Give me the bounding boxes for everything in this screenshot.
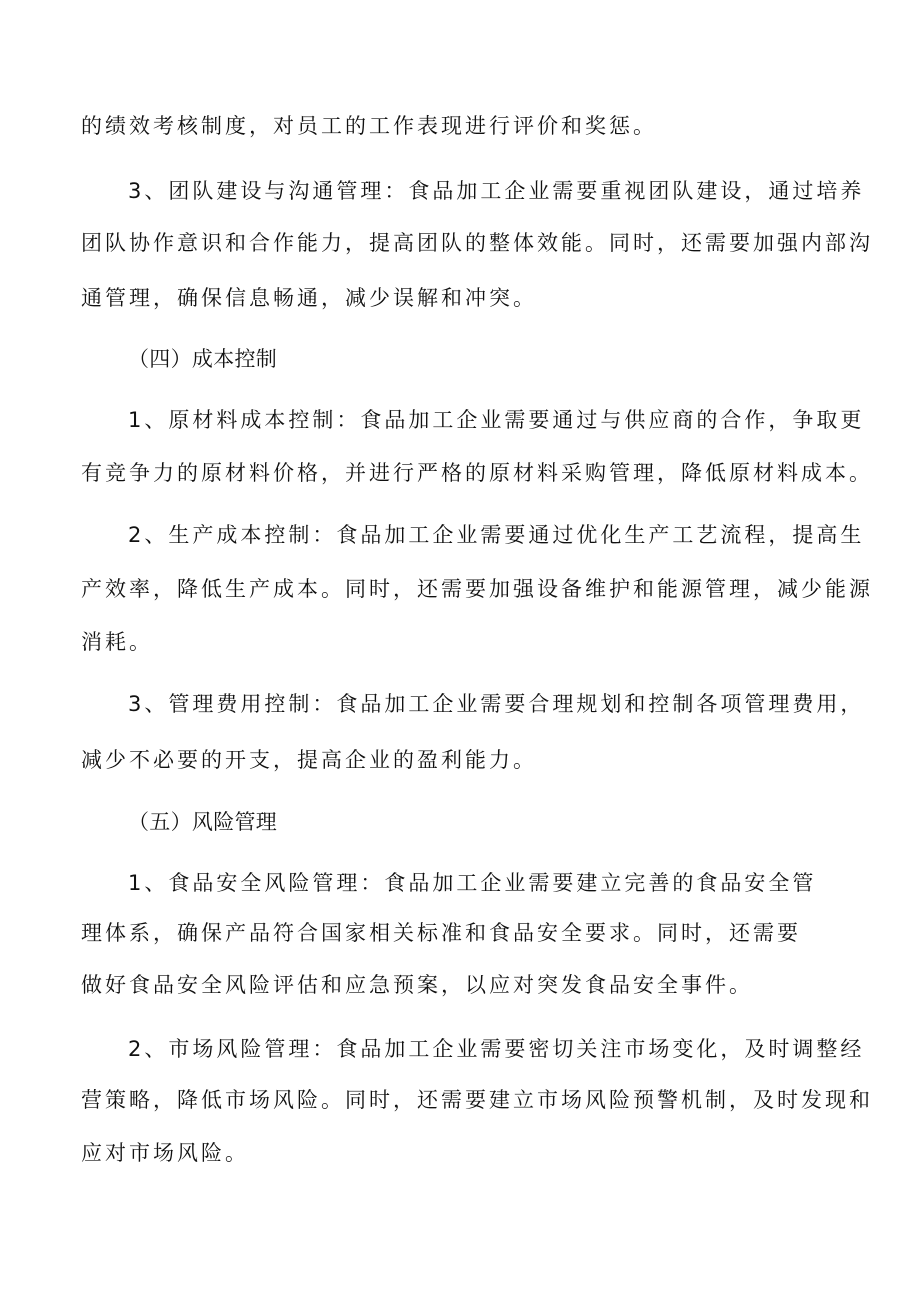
section-heading: （五）风险管理	[128, 810, 278, 834]
paragraph-line: 1、原材料成本控制：食品加工企业需要通过与供应商的合作，争取更	[128, 408, 865, 432]
paragraph-line: 通管理，确保信息畅通，减少误解和冲突。	[81, 286, 537, 310]
paragraph-line: 做好食品安全风险评估和应急预案，以应对突发食品安全事件。	[81, 973, 753, 997]
paragraph-line: 3、管理费用控制：食品加工企业需要合理规划和控制各项管理费用，	[128, 692, 865, 716]
paragraph-line: 3、团队建设与沟通管理：食品加工企业需要重视团队建设，通过培养	[128, 179, 865, 203]
paragraph-line: 消耗。	[81, 630, 153, 654]
paragraph-line: 2、生产成本控制：食品加工企业需要通过优化生产工艺流程，提高生	[128, 523, 865, 547]
paragraph-line: 应对市场风险。	[81, 1141, 249, 1165]
paragraph-line: 2、市场风险管理：食品加工企业需要密切关注市场变化，及时调整经	[128, 1037, 865, 1061]
paragraph-line: 团队协作意识和合作能力，提高团队的整体效能。同时，还需要加强内部沟	[81, 231, 873, 255]
paragraph-line: 产效率，降低生产成本。同时，还需要加强设备维护和能源管理，减少能源	[81, 577, 873, 601]
paragraph-line: 减少不必要的开支，提高企业的盈利能力。	[81, 748, 537, 772]
section-heading: （四）成本控制	[128, 347, 278, 371]
paragraph-line: 有竞争力的原材料价格，并进行严格的原材料采购管理，降低原材料成本。	[81, 461, 873, 485]
paragraph-line: 1、食品安全风险管理：食品加工企业需要建立完善的食品安全管	[128, 871, 817, 895]
paragraph-line: 理体系，确保产品符合国家相关标准和食品安全要求。同时，还需要	[81, 921, 801, 945]
paragraph-line: 的绩效考核制度，对员工的工作表现进行评价和奖惩。	[81, 114, 657, 138]
paragraph-line: 营策略，降低市场风险。同时，还需要建立市场风险预警机制，及时发现和	[81, 1088, 873, 1112]
